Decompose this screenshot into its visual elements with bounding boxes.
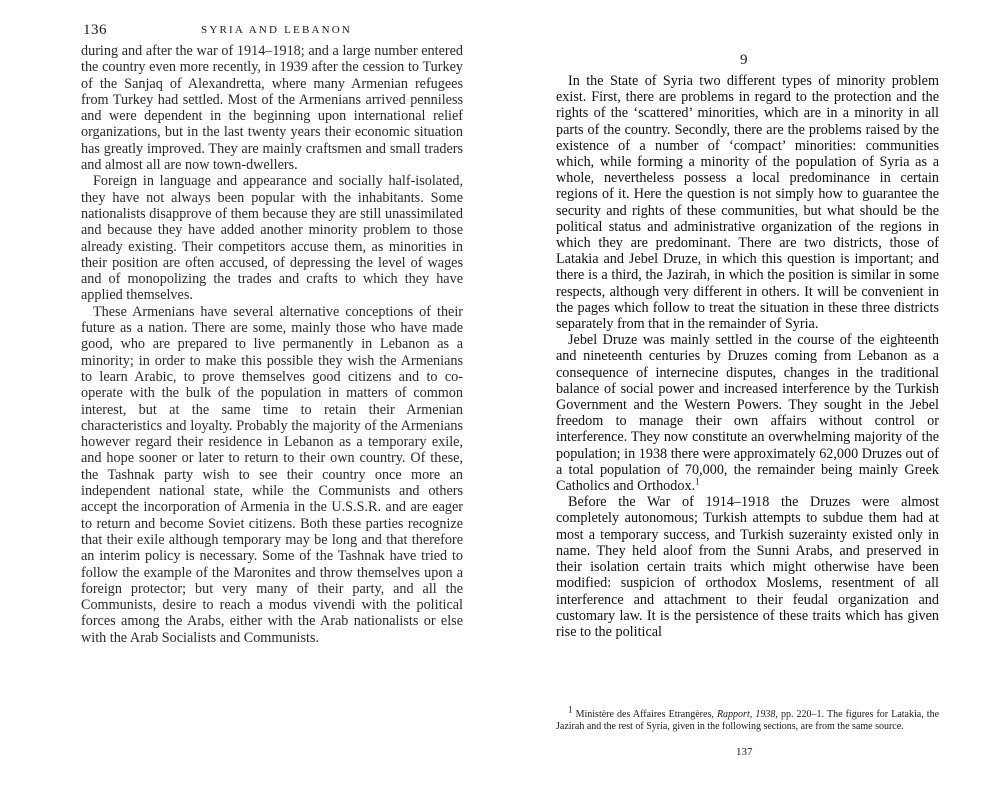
paragraph: Foreign in language and appearance and socially half-isolated, they have not always been popular with the inhabitants. Some nationalists disapprove of them because they are still unassimilated and because they have added another minority problem to those already existing. Their competitors accuse them, as minorities in their position are often accused, of depressing the level of wages and of monopolizing the trades and crafts to which they have applied themselves. [81, 173, 463, 304]
right-page [499, 0, 998, 795]
page-number-left: 136 [83, 22, 107, 38]
running-head-title: SYRIA AND LEBANON [201, 24, 353, 36]
left-body-text [81, 43, 463, 646]
paragraph [556, 332, 939, 494]
footnote-marker: 1 [695, 476, 700, 487]
footnote [556, 704, 940, 733]
paragraph: These Armenians have several alternative conceptions of their future as a nation. There are some, mainly those who have made good, who are prepared to live permanently in Lebanon as a minority; in order to make this possible they wish the Armenians to learn Arabic, to prove themselves good citizens and to co-operate with the bulk of the population in matters of common interest, but at the same time to retain their Armenian characteristics and loyalty. Probably the majority of the Armenians however regard their residence in Lebanon as a temporary exile, and hope sooner or later to return to their own country. Of these, the Tashnak party wish to see their country once more an independent national state, while the Communists and others accept the incorporation of Armenia in the U.S.S.R. and are eager to return and become Soviet citizens. Both these parties recognize that their exile although temporary may be long and that therefore an interim policy is necessary. Some of the Tashnak have tried to follow the example of the Maronites and throw themselves upon a foreign protector; but very many of their party, and all the Communists, desire to reach a modus vivendi with the political forces among the Arabs, either with the Arab nationalists or else with the Arab Socialists and Communists. [81, 303, 463, 646]
running-head [83, 22, 463, 40]
paragraph: during and after the war of 1914–1918; and a large number entered the country even more recently, in 1939 after the cession to Turkey of the Sanjaq of Alexandretta, where many Armenian refugees from Turkey had settled. Most of the Armenians arrived penniless and were dependent in the beginning upon international relief organizations, but in the last twenty years their economic situation has greatly improved. They are mainly craftsmen and small traders and almost all are now town-dwellers. [81, 43, 463, 174]
footnote-number: 1 [568, 704, 573, 715]
footnote-text: Ministère des Affaires Etrangères, [575, 709, 717, 720]
paragraph: Before the War of 1914–1918 the Druzes were almost completely autonomous; Turkish attempts to subdue them had at most a temporary success, and Turkish suzerainty existed only in name. They held aloof from the Sunni Arabs, and preserved in their isolation certain traits which might otherwise have been modified: suspicion of orthodox Moslems, resentment of all interference and attachment to their feudal organization and customary law. It is the persistence of these traits which has given rise to the political [556, 494, 939, 640]
right-body-text [556, 73, 939, 640]
paragraph: In the State of Syria two different types of minority problem exist. First, there are problems in regard to the protection and the rights of the ‘scattered’ minorities, which are in a minority in all parts of the country. Secondly, there are the problems raised by the existence of a number of ‘compact’ minorities: communities which, while forming a minority of the population of Syria as a whole, nevertheless possess a local predominance in certain regions of it. Here the question is not simply how to guarantee the security and rights of these communities, but what should be the political status and administrative organization of the regions in which they are predominant. There are two districts, those of Latakia and Jebel Druze, in which this question is important; and there is a third, the Jazirah, in which the position is similar in some respects, although very different in others. It will be convenient in the pages which follow to treat the situation in these three districts separately from that in the remainder of Syria. [556, 73, 939, 333]
paragraph-text: Jebel Druze was mainly settled in the course of the eighteenth and nineteenth centuries by Druzes coming from Lebanon as a consequence of internecine disputes, changes in the traditional balance of social power and increased interference by the Turkish Government and the Western Powers. They sought in the Jebel freedom to manage their own affairs without control or interference. They now constitute an overwhelming majority of the population; in 1938 there were approximately 62,000 Druzes out of a total population of 70,000, the remainder being mainly Greek Catholics and Orthodox. [556, 332, 939, 495]
footnote-italic-title: Rapport, 1938 [716, 709, 776, 720]
page-number-right: 137 [736, 746, 753, 758]
footnote-text-rest: , pp. 220–1. The figures for Latakia, the Jazirah and the rest of Syria, given in the following sections, are from the same source. [556, 709, 940, 732]
section-number: 9 [740, 52, 748, 68]
